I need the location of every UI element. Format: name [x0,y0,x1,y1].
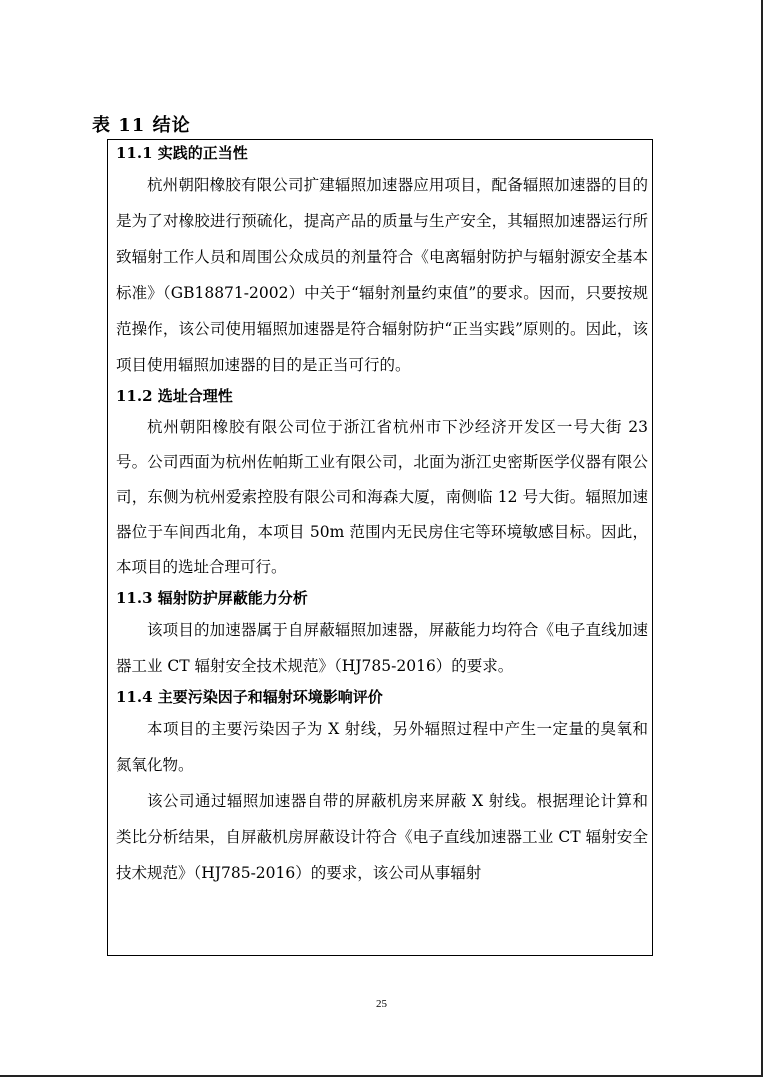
section-11-4-paragraph-1: 本项目的主要污染因子为 X 射线，另外辐照过程中产生一定量的臭氧和氮氧化物。 [116,720,648,774]
section-heading-11-4: 11.4 主要污染因子和辐射环境影响评价 [116,688,383,706]
section-11-4-paragraph-2: 该公司通过辐照加速器自带的屏蔽机房来屏蔽 X 射线。根据理论计算和类比分析结果，自屏蔽机房屏蔽设计符合《电子直线加速器工业 CT 辐射安全技术规范》（HJ785-2016）的要求，该公司从事辐射 [116,792,648,882]
section-11-3-paragraph: 该项目的加速器属于自屏蔽辐照加速器，屏蔽能力均符合《电子直线加速器工业 CT 辐射安全技术规范》（HJ785-2016）的要求。 [116,621,648,675]
section-heading-11-1: 11.1 实践的正当性 [116,144,248,162]
section-heading-11-3: 11.3 辐射防护屏蔽能力分析 [116,589,308,607]
conclusion-table [107,139,653,956]
conclusion-content [116,140,648,891]
section-11-1-paragraph: 杭州朝阳橡胶有限公司扩建辐照加速器应用项目，配备辐照加速器的目的是为了对橡胶进行预硫化，提高产品的质量与生产安全，其辐照加速器运行所致辐射工作人员和周围公众成员的剂量符合《电离辐射防护与辐射源安全基本标准》（GB18871-2002）中关于“辐射剂量约束值”的要求。因而，只要按规范操作，该公司使用辐照加速器是符合辐射防护“正当实践”原则的。因此，该项目使用辐照加速器的目的是正当可行的。 [116,176,648,374]
section-heading-11-2: 11.2 选址合理性 [116,387,233,405]
page-number: 25 [376,998,387,1010]
table-title: 表 11 结论 [92,115,191,136]
section-11-2-paragraph: 杭州朝阳橡胶有限公司位于浙江省杭州市下沙经济开发区一号大街 23 号。公司西面为杭州佐帕斯工业有限公司，北面为浙江史密斯医学仪器有限公司，东侧为杭州爱索控股有限公司和海森大厦，南侧临 12 号大街。辐照加速器位于车间西北角，本项目 50m 范围内无民房住宅等环境敏感目标。因此，本项目的选址合理可行。 [116,418,648,576]
